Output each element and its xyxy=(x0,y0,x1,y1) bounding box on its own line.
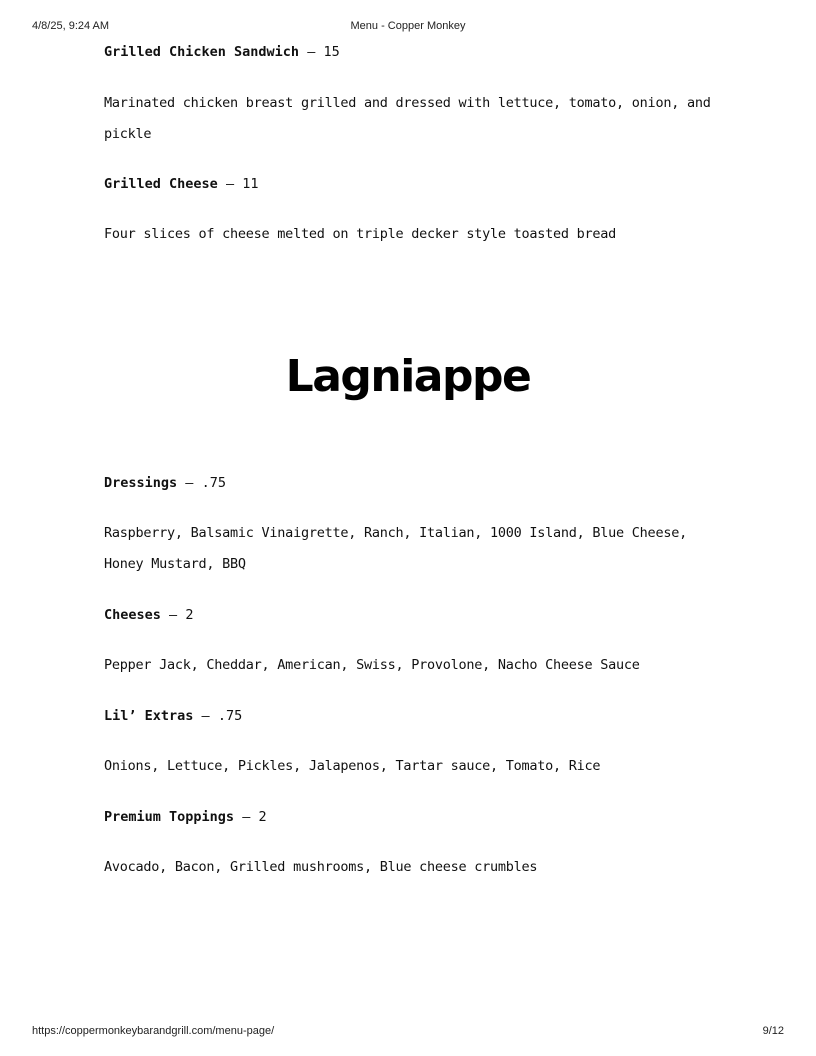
menu-item-separator: – xyxy=(242,809,251,825)
menu-item-separator: – xyxy=(185,475,194,491)
menu-item-description: Marinated chicken breast grilled and dressed with lettuce, tomato, onion, and pickle xyxy=(104,95,711,142)
print-datetime: 4/8/25, 9:24 AM xyxy=(32,20,110,32)
menu-item-separator: – xyxy=(307,44,316,60)
print-header xyxy=(0,20,816,34)
menu-item-price: 15 xyxy=(323,44,340,60)
menu-item-name: Dressings xyxy=(104,475,178,491)
menu-item-title xyxy=(104,43,724,61)
menu-item-name: Lil’ Extras xyxy=(104,708,194,724)
menu-item-title xyxy=(104,175,724,193)
menu-item-price: 2 xyxy=(185,607,194,623)
menu-item-description: Pepper Jack, Cheddar, American, Swiss, Provolone, Nacho Cheese Sauce xyxy=(104,657,640,673)
menu-item-name: Grilled Chicken Sandwich xyxy=(104,44,300,60)
menu-item-separator: – xyxy=(169,607,178,623)
menu-item-description: Raspberry, Balsamic Vinaigrette, Ranch, Italian, 1000 Island, Blue Cheese, Honey Mustard, BBQ xyxy=(104,525,687,572)
menu-item-description: Four slices of cheese melted on triple decker style toasted bread xyxy=(104,226,617,242)
menu-item-description: Avocado, Bacon, Grilled mushrooms, Blue cheese crumbles xyxy=(104,859,538,875)
menu-item-price: 11 xyxy=(242,176,259,192)
menu-item-name: Grilled Cheese xyxy=(104,176,218,192)
print-url: https://coppermonkeybarandgrill.com/menu-page/ xyxy=(32,1025,275,1037)
menu-item-separator: – xyxy=(201,708,210,724)
menu-item-title xyxy=(104,606,724,624)
menu-item-description: Onions, Lettuce, Pickles, Jalapenos, Tartar sauce, Tomato, Rice xyxy=(104,758,601,774)
menu-item-price: .75 xyxy=(217,708,243,724)
menu-item-name: Cheeses xyxy=(104,607,161,623)
print-footer xyxy=(0,1025,816,1039)
menu-item-title xyxy=(104,808,724,826)
menu-item-price: 2 xyxy=(258,809,267,825)
menu-item-name: Premium Toppings xyxy=(104,809,235,825)
menu-item-price: .75 xyxy=(201,475,226,491)
menu-item-title xyxy=(104,474,724,492)
menu-item-separator: – xyxy=(225,176,235,192)
print-page-number: 9/12 xyxy=(762,1025,784,1037)
print-page-title: Menu - Copper Monkey xyxy=(350,20,466,32)
menu-item-title xyxy=(104,707,724,725)
section-heading: Lagniappe xyxy=(285,351,531,402)
